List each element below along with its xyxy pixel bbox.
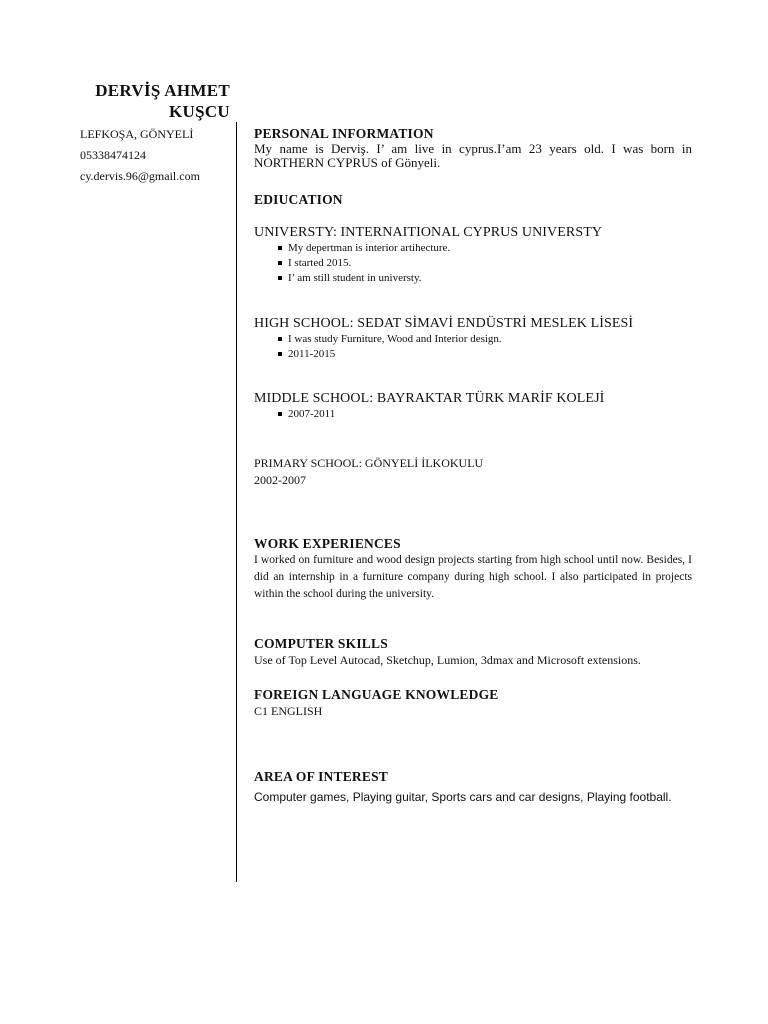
vertical-divider — [236, 122, 237, 882]
email-text: cy.dervis.96@gmail.com — [80, 169, 200, 183]
interest-heading: AREA OF INTEREST — [254, 769, 388, 784]
primary-school-title: PRIMARY SCHOOL: GÖNYELİ İLKOKULU — [254, 456, 484, 470]
contact-column — [80, 80, 230, 183]
location-text: LEFKOŞA, GÖNYELİ — [80, 127, 194, 141]
work-text: I worked on furniture and wood design projects starting from high school until now. Besides, I did an internship in a furniture company during high school. I also participated in projects within the school during the university. — [254, 554, 692, 600]
middle-school-bullets — [254, 407, 692, 422]
skills-heading: COMPUTER SKILLS — [254, 636, 388, 651]
bullet-icon — [278, 337, 282, 341]
university-title: UNIVERSTY: INTERNAITIONAL CYPRUS UNIVERSTY — [254, 225, 603, 240]
personal-text: My name is Derviş. I’ am live in cyprus.I’am 23 years old. I was born in NORTHERN CYPRUS of Gönyeli. — [254, 141, 692, 170]
middle-school-block — [254, 391, 692, 422]
work-heading: WORK EXPERIENCES — [254, 536, 401, 551]
name-line-1: DERVİŞ AHMET — [95, 81, 230, 100]
phone-text: 05338474124 — [80, 148, 146, 162]
skills-section — [254, 636, 692, 668]
education-heading-block — [254, 192, 692, 208]
skills-text: Use of Top Level Autocad, Sketchup, Lumion, 3dmax and Microsoft extensions. — [254, 653, 641, 667]
language-text: C1 ENGLISH — [254, 704, 323, 718]
list-item: I’ am still student in universty. — [278, 271, 692, 286]
list-item: My depertman is interior artihecture. — [278, 241, 692, 256]
list-item: 2011-2015 — [278, 347, 692, 362]
list-item: 2007-2011 — [278, 407, 692, 422]
work-section — [254, 536, 692, 603]
bullet-icon — [278, 246, 282, 250]
university-block — [254, 225, 692, 286]
university-bullets — [254, 241, 692, 286]
high-school-bullets — [254, 332, 692, 362]
personal-section — [254, 126, 692, 170]
education-heading: EDIUCATION — [254, 192, 343, 207]
personal-heading: PERSONAL INFORMATION — [254, 126, 434, 141]
high-school-block — [254, 316, 692, 362]
name-line-2: KUŞCU — [168, 102, 230, 121]
bullet-icon — [278, 261, 282, 265]
language-heading: FOREIGN LANGUAGE KNOWLEDGE — [254, 687, 499, 702]
middle-school-title: MIDDLE SCHOOL: BAYRAKTAR TÜRK MARİF KOLEJİ — [254, 391, 605, 406]
primary-school-years: 2002-2007 — [254, 473, 306, 487]
interest-section — [254, 769, 692, 805]
list-item: I started 2015. — [278, 256, 692, 271]
interest-text: Computer games, Playing guitar, Sports cars and car designs, Playing football. — [254, 790, 672, 804]
bullet-icon — [278, 352, 282, 356]
language-section — [254, 687, 692, 719]
high-school-title: HIGH SCHOOL: SEDAT SİMAVİ ENDÜSTRİ MESLEK LİSESİ — [254, 316, 634, 331]
bullet-icon — [278, 412, 282, 416]
primary-school-block — [254, 455, 692, 488]
bullet-icon — [278, 276, 282, 280]
candidate-name — [80, 80, 230, 122]
list-item: I was study Furniture, Wood and Interior design. — [278, 332, 692, 347]
